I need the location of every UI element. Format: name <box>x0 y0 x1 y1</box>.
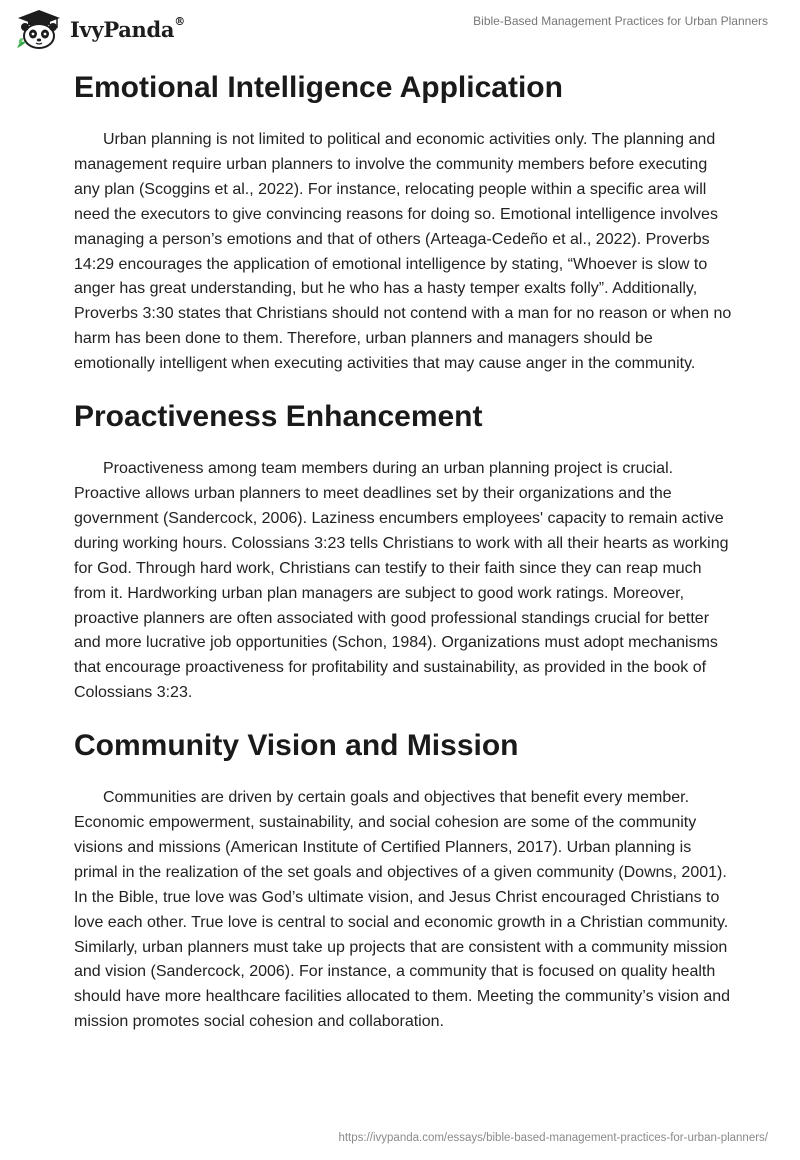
document-title: Bible-Based Management Practices for Urban Planners <box>473 14 768 28</box>
section-paragraph: Urban planning is not limited to political and economic activities only. The planning and management require urban planners to involve the community members before executing any plan (Scoggins et al., 2022). For instance, relocating people within a specific area will need the executors to give convincing reasons for doing so. Emotional intelligence involves managing a person’s emotions and that of others (Arteaga-Cedeño et al., 2022). Proverbs 14:29 encourages the application of emotional intelligence by stating, “Whoever is slow to anger has great understanding, but he who has a hasty temper exalts folly”. Additionally, Proverbs 3:30 states that Christians should not contend with a man for no reason or when no harm has been done to them. Therefore, urban planners and managers should be emotionally intelligent when executing activities that may cause anger in the community. <box>74 131 732 373</box>
footer-url-link[interactable]: https://ivypanda.com/essays/bible-based-management-practices-for-urban-planners/ <box>338 1132 768 1144</box>
section-proactiveness <box>74 399 734 706</box>
section-emotional-intelligence <box>74 70 734 377</box>
section-community-vision <box>74 728 734 1035</box>
section-paragraph: Proactiveness among team members during an urban planning project is crucial. Proactive allows urban planners to meet deadlines set by their organizations and the government (Sandercock, 2006). Laziness encumbers employees' capacity to remain active during working hours. Colossians 3:23 tells Christians to work with all their hearts as working for God. Through hard work, Christians can testify to their faith since they can reap much from it. Hardworking urban plan managers are subject to good work ratings. Moreover, proactive planners are often associated with good professional standings crucial for better and more lucrative job opportunities (Schon, 1984). Organizations must adopt mechanisms that encourage proactiveness for profitability and sustainability, as provided in the book of Colossians 3:23. <box>74 460 729 702</box>
page-header <box>0 0 800 60</box>
ivypanda-logo[interactable] <box>14 8 185 50</box>
section-heading: Proactiveness Enhancement <box>74 400 483 434</box>
brand-name: IvyPanda® <box>70 14 185 42</box>
section-heading: Community Vision and Mission <box>74 729 519 763</box>
section-heading: Emotional Intelligence Application <box>74 71 563 104</box>
section-paragraph: Communities are driven by certain goals and objectives that benefit every member. Economic empowerment, sustainability, and social cohesion are some of the community visions and missions (American Institute of Certified Planners, 2017). Urban planning is primal in the realization of the set goals and objectives of a given community (Downs, 2001). In the Bible, true love was God’s ultimate vision, and Jesus Christ encouraged Christians to love each other. True love is central to social and economic growth in a Christian community. Similarly, urban planners must take up projects that are consistent with a community mission and vision (Sandercock, 2006). For instance, a community that is focused on quality health should have more healthcare facilities allocated to them. Meeting the community’s vision and mission promotes social cohesion and collaboration. <box>74 789 731 1031</box>
essay-content <box>74 70 734 1057</box>
panda-graduate-icon <box>14 8 64 50</box>
